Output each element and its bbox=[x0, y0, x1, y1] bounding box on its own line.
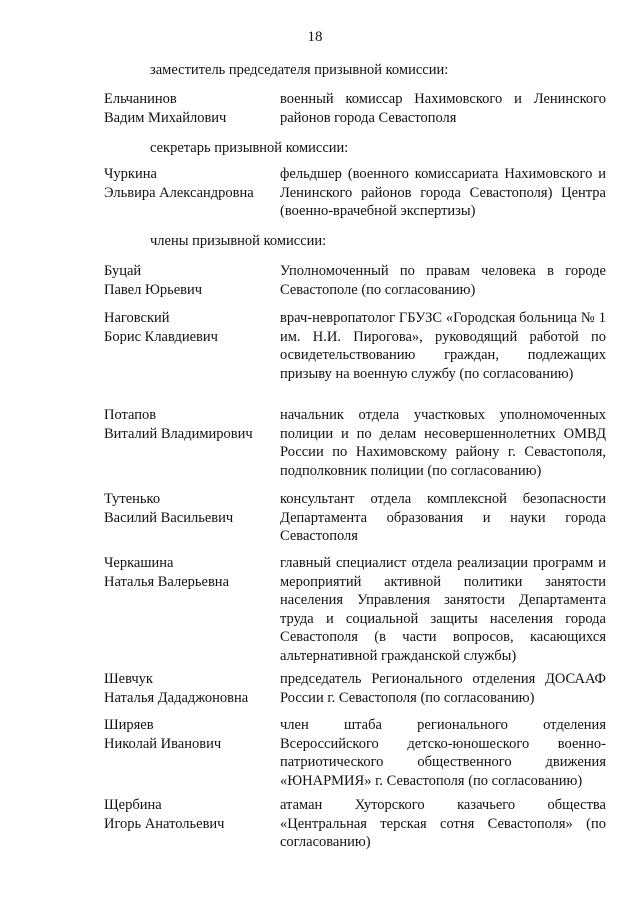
surname: Шевчук bbox=[104, 671, 153, 687]
section-heading-members: члены призывной комиссии: bbox=[150, 233, 327, 249]
given-name: Наталья Дададжоновна bbox=[104, 689, 249, 706]
person-name bbox=[104, 716, 274, 753]
given-name: Эльвира Александровна bbox=[104, 184, 254, 201]
position-description: член штаба регионального отделения Всероссийского детско-юношеского военно-патриотического общественного движения «ЮНАРМИЯ» г. Севастополя (по согласованию) bbox=[280, 717, 606, 789]
position-description: Уполномоченный по правам человека в городе Севастополе (по согласованию) bbox=[280, 263, 606, 298]
given-name: Борис Клавдиевич bbox=[104, 328, 218, 345]
person-name bbox=[104, 90, 274, 127]
given-name: Виталий Владимирович bbox=[104, 425, 253, 442]
person-name bbox=[104, 490, 274, 527]
position-description: начальник отдела участковых уполномоченных полиции и по делам несовершеннолетних ОМВД России по Нахимовскому району г. Севастополя, подполковник полиции (по согласованию) bbox=[280, 407, 606, 479]
surname: Черкашина bbox=[104, 555, 174, 571]
person-name bbox=[104, 165, 274, 202]
position-description: врач-невропатолог ГБУЗС «Городская больница № 1 им. Н.И. Пирогова», руководящий работой по освидетельствованию граждан, подлежащих призыву на военную службу (по согласованию) bbox=[280, 310, 606, 382]
surname: Щербина bbox=[104, 797, 162, 813]
position-description: военный комиссар Нахимовского и Ленинского районов города Севастополя bbox=[280, 91, 606, 126]
surname: Ельчанинов bbox=[104, 91, 177, 107]
position-description: председатель Регионального отделения ДОСААФ России г. Севастополя (по согласованию) bbox=[280, 671, 606, 706]
person-name bbox=[104, 796, 274, 833]
surname: Тутенько bbox=[104, 491, 161, 507]
section-heading-secretary: секретарь призывной комиссии: bbox=[150, 140, 349, 156]
person-name bbox=[104, 670, 274, 707]
position-description: консультант отдела комплексной безопасности Департамента образования и науки города Севастополя bbox=[280, 491, 606, 545]
page-number: 18 bbox=[307, 29, 323, 45]
person-name bbox=[104, 406, 274, 443]
given-name: Николай Иванович bbox=[104, 735, 222, 752]
given-name: Василий Васильевич bbox=[104, 509, 234, 526]
position-description: атаман Хуторского казачьего общества «Центральная терская сотня Севастополя» (по согласованию) bbox=[280, 797, 606, 851]
person-name bbox=[104, 262, 274, 299]
given-name: Наталья Валерьевна bbox=[104, 573, 229, 590]
surname: Наговский bbox=[104, 310, 170, 326]
position-description: фельдшер (военного комиссариата Нахимовского и Ленинского районов города Севастополя) Центра (военно-врачебной экспертизы) bbox=[280, 166, 606, 220]
surname: Буцай bbox=[104, 263, 142, 279]
section-heading-deputy: заместитель председателя призывной комиссии: bbox=[150, 62, 449, 78]
surname: Ширяев bbox=[104, 717, 154, 733]
surname: Чуркина bbox=[104, 166, 157, 182]
person-name bbox=[104, 554, 274, 591]
position-description: главный специалист отдела реализации программ и мероприятий активной политики занятости населения Управления занятости Департамента труда и социальной защиты населения города Севастополя (в части вопросов, касающихся альтернативной гражданской службы) bbox=[280, 555, 606, 664]
person-name bbox=[104, 309, 274, 346]
given-name: Вадим Михайлович bbox=[104, 109, 227, 126]
given-name: Игорь Анатольевич bbox=[104, 815, 225, 832]
surname: Потапов bbox=[104, 407, 157, 423]
given-name: Павел Юрьевич bbox=[104, 281, 203, 298]
